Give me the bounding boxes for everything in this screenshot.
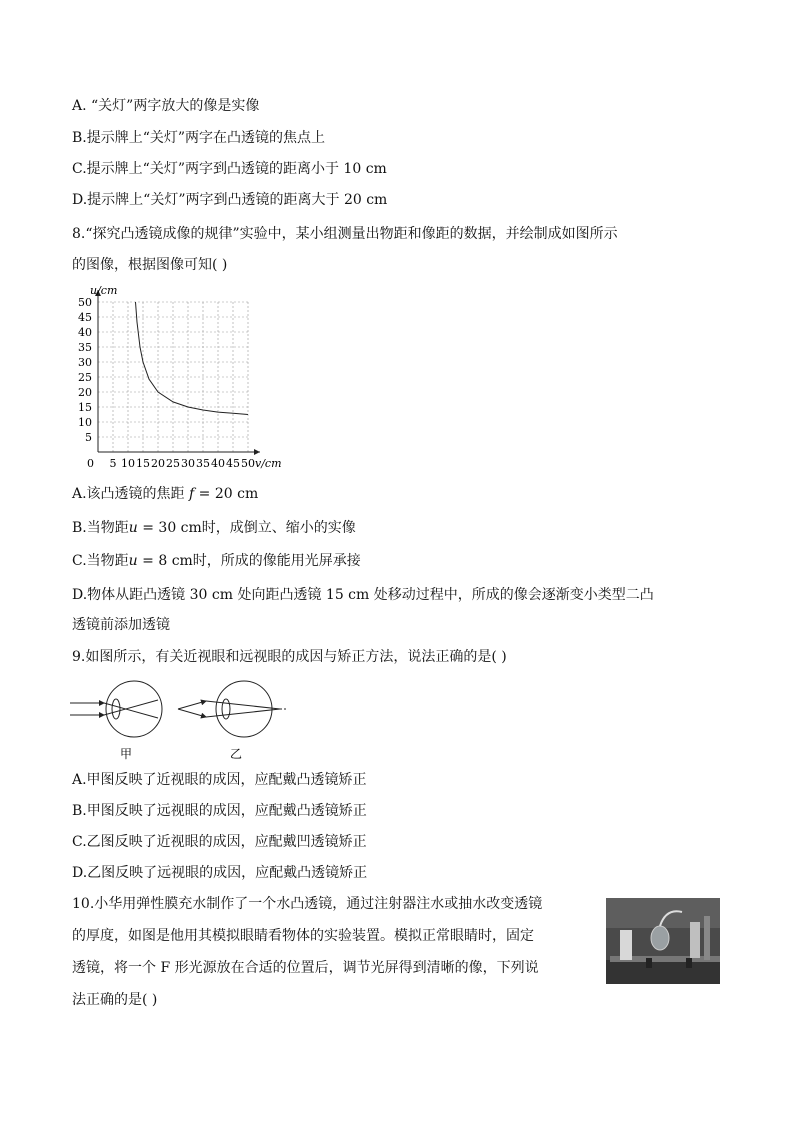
x-tick-label: 45 (226, 457, 240, 470)
q8-c-post: = 8 cm时，所成的像能用光屏承接 (137, 553, 361, 569)
q8-option-d-line2: 透镜前添加透镜 (72, 617, 170, 633)
y-tick-label: 5 (85, 431, 92, 444)
q8-option-a (72, 484, 258, 504)
q8-c-var: u (128, 553, 138, 569)
q10-line3: 透镜，将一个 F 形光源放在合适的位置后，调节光屏得到清晰的像，下列说 (72, 960, 539, 976)
y-tick-label: 40 (78, 326, 92, 339)
chart-grid (98, 302, 248, 452)
y-axis-label: u/cm (90, 284, 118, 297)
x-tick-label: 35 (196, 457, 210, 470)
q8-a-pre: A.该凸透镜的焦距 (72, 486, 190, 502)
x-tick-label: 15 (136, 457, 150, 470)
q9-option-d: D.乙图反映了远视眼的成因，应配戴凸透镜矫正 (72, 865, 368, 881)
y-tick-label: 15 (78, 401, 92, 414)
q7-option-d: D.提示牌上“关灯”两字到凸透镜的距离大于 20 cm (72, 192, 388, 208)
eye-diagram (66, 676, 296, 766)
q8-b-var: u (128, 520, 138, 536)
x-axis-arrow (254, 449, 260, 455)
x-tick-label: 10 (121, 457, 135, 470)
q8-option-d-line1: D.物体从距凸透镜 30 cm 处向距凸透镜 15 cm 处移动过程中，所成的像会逐渐变小类型二凸 (72, 587, 654, 603)
q8-b-post: = 30 cm时，成倒立、缩小的实像 (137, 520, 356, 536)
q8-a-var: f (189, 486, 195, 502)
q10-line2: 的厚度，如图是他用其模拟眼睛看物体的实验装置。模拟正常眼睛时，固定 (72, 928, 534, 944)
y-tick-label: 30 (78, 356, 92, 369)
q7-option-c: C.提示牌上“关灯”两字到凸透镜的距离小于 10 cm (72, 161, 387, 177)
x-tick-label: 5 (109, 457, 117, 470)
experiment-photo (606, 898, 720, 984)
q9-option-a: A.甲图反映了近视眼的成因，应配戴凸透镜矫正 (72, 772, 367, 788)
y-tick-label: 25 (78, 371, 92, 384)
q8-option-b (72, 518, 356, 538)
y-tick-label: 35 (78, 341, 92, 354)
x-tick-label: 40 (211, 457, 225, 470)
u-v-chart (70, 282, 300, 472)
q9-option-c: C.乙图反映了近视眼的成因，应配戴凹透镜矫正 (72, 834, 367, 850)
eye-yi (178, 681, 288, 737)
y-tick-label: 20 (78, 386, 92, 399)
y-tick-label: 10 (78, 416, 92, 429)
y-tick-label: 50 (78, 296, 92, 309)
q7-option-a: A. “关灯”两字放大的像是实像 (72, 98, 260, 114)
q8-option-c (72, 551, 361, 571)
q8-c-pre: C.当物距 (72, 553, 129, 569)
q9-stem: 9.如图所示，有关近视眼和远视眼的成因与矫正方法，说法正确的是( ) (72, 649, 507, 665)
q8-a-post: = 20 cm (194, 486, 259, 502)
x-tick-label: 30 (181, 457, 195, 470)
q8-stem-line1: 8.“探究凸透镜成像的规律”实验中，某小组测量出物距和像距的数据，并绘制成如图所示 (72, 226, 618, 242)
q9-option-b: B.甲图反映了远视眼的成因，应配戴凸透镜矫正 (72, 803, 367, 819)
label-yi: 乙 (230, 747, 243, 761)
chart-curve (136, 302, 249, 415)
q10-line1: 10.小华用弹性膜充水制作了一个水凸透镜，通过注射器注水或抽水改变透镜 (72, 896, 543, 912)
x-tick-label: 25 (166, 457, 180, 470)
q8-b-pre: B.当物距 (72, 520, 129, 536)
x-tick-label: 20 (151, 457, 165, 470)
x-tick-label: 50 (241, 457, 255, 470)
q10-line4: 法正确的是( ) (72, 992, 158, 1008)
q8-stem-line2: 的图像，根据图像可知( ) (72, 257, 228, 273)
chart-ticks (78, 296, 255, 470)
chart-axes (95, 290, 260, 455)
eye-jia (70, 681, 162, 737)
origin-label: 0 (87, 457, 94, 470)
q7-option-b: B.提示牌上“关灯”两字在凸透镜的焦点上 (72, 130, 326, 146)
y-tick-label: 45 (78, 311, 92, 324)
x-axis-label: v/cm (255, 457, 282, 470)
label-jia: 甲 (120, 747, 133, 761)
